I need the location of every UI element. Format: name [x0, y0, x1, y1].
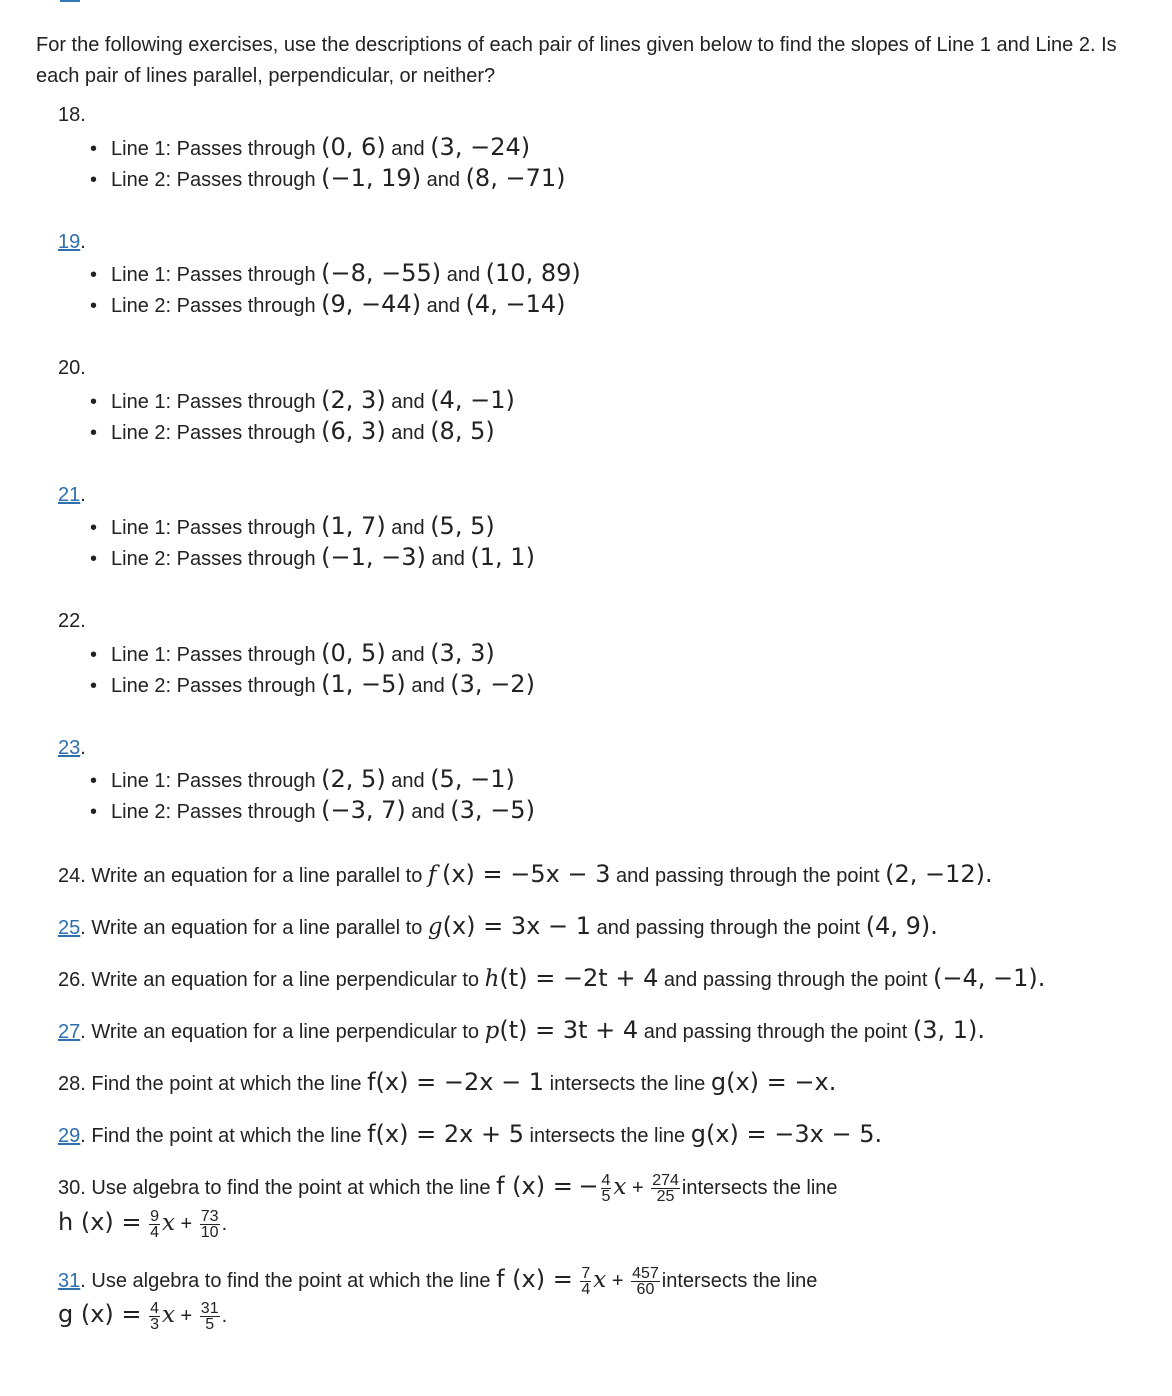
fraction: [200, 1301, 220, 1332]
exercise-19-link[interactable]: 19: [58, 231, 81, 253]
list-item: • Line 2: Passes through (−3, 7) and (3, −5): [90, 795, 535, 826]
question-29-link[interactable]: 29: [58, 1125, 81, 1147]
math-part: 3: [150, 1316, 159, 1334]
list-item: • Line 1: Passes through (2, 3) and (4, −1): [90, 385, 515, 416]
math-part: 73: [200, 1208, 219, 1226]
math-part: 25: [656, 1188, 675, 1206]
exercise-19-list: [90, 258, 581, 320]
list-item: • Line 1: Passes through (0, 5) and (3, 3): [90, 638, 535, 669]
math-part: 274: [652, 1172, 679, 1190]
exercise-20-number: 20.: [58, 357, 86, 379]
math-part: 60: [636, 1281, 655, 1299]
exercise-18-number: 18.: [58, 104, 86, 126]
exercise-23-number: 23.: [58, 737, 86, 759]
list-item: • Line 1: Passes through (2, 5) and (5, −1): [90, 764, 535, 795]
exercise-23-list: [90, 764, 535, 826]
question-31-line2: g (x) = $\frac{4}{3}$ x + $\frac{31}{5}$ .: [58, 1300, 228, 1334]
list-item: • Line 1: Passes through (−8, −55) and (10, 89): [90, 258, 581, 289]
exercise-21-list: [90, 511, 535, 573]
fraction: [651, 1173, 680, 1204]
instructions-paragraph: For the following exercises, use the descriptions of each pair of lines given below to find the slopes of Line 1 and Line 2. Is each pair of lines parallel, perpendicular, or neither?: [36, 34, 1117, 87]
math-part: 10: [200, 1224, 219, 1242]
list-item: • Line 2: Passes through (1, −5) and (3, −2): [90, 669, 535, 700]
question-28: 28. Find the point at which the line f(x) = −2x − 1 intersects the line g(x) = −x.: [58, 1068, 837, 1096]
exercise-23-link[interactable]: 23: [58, 737, 81, 759]
question-25: 25. Write an equation for a line parallel to g(x) = 3x − 1 and passing through the point (4, 9).: [58, 912, 938, 940]
list-item: • Line 2: Passes through (−1, −3) and (1, 1): [90, 542, 535, 573]
math-part: 4: [581, 1281, 591, 1299]
question-25-link[interactable]: 25: [58, 917, 81, 939]
exercise-20-list: [90, 385, 515, 447]
list-item: • Line 2: Passes through (−1, 19) and (8, −71): [90, 163, 565, 194]
question-24: 24. Write an equation for a line parallel to f (x) = −5x − 3 and passing through the point (2, −12).: [58, 860, 993, 888]
fraction: [580, 1266, 591, 1297]
math-part: 5: [601, 1188, 611, 1206]
exercise-22-list: [90, 638, 535, 700]
question-26: 26. Write an equation for a line perpendicular to h(t) = −2t + 4 and passing through the point (−4, −1).: [58, 964, 1046, 992]
math-part: 4: [150, 1224, 159, 1242]
exercise-22-number: 22.: [58, 610, 86, 632]
math-part: 5: [205, 1316, 215, 1334]
question-27-link[interactable]: 27: [58, 1021, 81, 1043]
math-part: 4: [150, 1300, 159, 1318]
question-31-link[interactable]: 31: [58, 1270, 81, 1292]
question-27: 27. Write an equation for a line perpendicular to p(t) = 3t + 4 and passing through the point (3, 1).: [58, 1016, 985, 1044]
math-part: 31: [200, 1300, 219, 1318]
fraction: [149, 1209, 160, 1240]
fraction: [631, 1266, 660, 1297]
fraction: [601, 1173, 612, 1204]
list-item: • Line 1: Passes through (0, 6) and (3, −24): [90, 132, 565, 163]
math-part: 4: [601, 1172, 611, 1190]
top-link-fragment[interactable]: [60, 0, 80, 2]
list-item: • Line 2: Passes through (9, −44) and (4, −14): [90, 289, 581, 320]
fraction: [149, 1301, 160, 1332]
list-item: • Line 1: Passes through (1, 7) and (5, 5): [90, 511, 535, 542]
question-31: 31. Use algebra to find the point at which the line f (x) = $\frac{7}{4}$ x + $\frac{457}{60}$ intersects the line: [58, 1265, 818, 1299]
question-30-line2: h (x) = $\frac{9}{4}$ x + $\frac{73}{10}$ .: [58, 1208, 228, 1242]
math-part: 7: [581, 1265, 591, 1283]
question-30: 30. Use algebra to find the point at which the line f (x) = − $\frac{4}{5}$ x + $\frac{274}{25}$ intersects the line: [58, 1172, 838, 1206]
math-part: 9: [150, 1208, 159, 1226]
exercise-21-number: 21.: [58, 484, 86, 506]
exercise-18-list: [90, 132, 565, 194]
exercise-21-link[interactable]: 21: [58, 484, 81, 506]
math-part: 457: [632, 1265, 659, 1283]
fraction: [200, 1209, 220, 1240]
question-29: 29. Find the point at which the line f(x) = 2x + 5 intersects the line g(x) = −3x − 5.: [58, 1120, 883, 1148]
list-item: • Line 2: Passes through (6, 3) and (8, 5): [90, 416, 515, 447]
exercise-19-number: 19.: [58, 231, 86, 253]
